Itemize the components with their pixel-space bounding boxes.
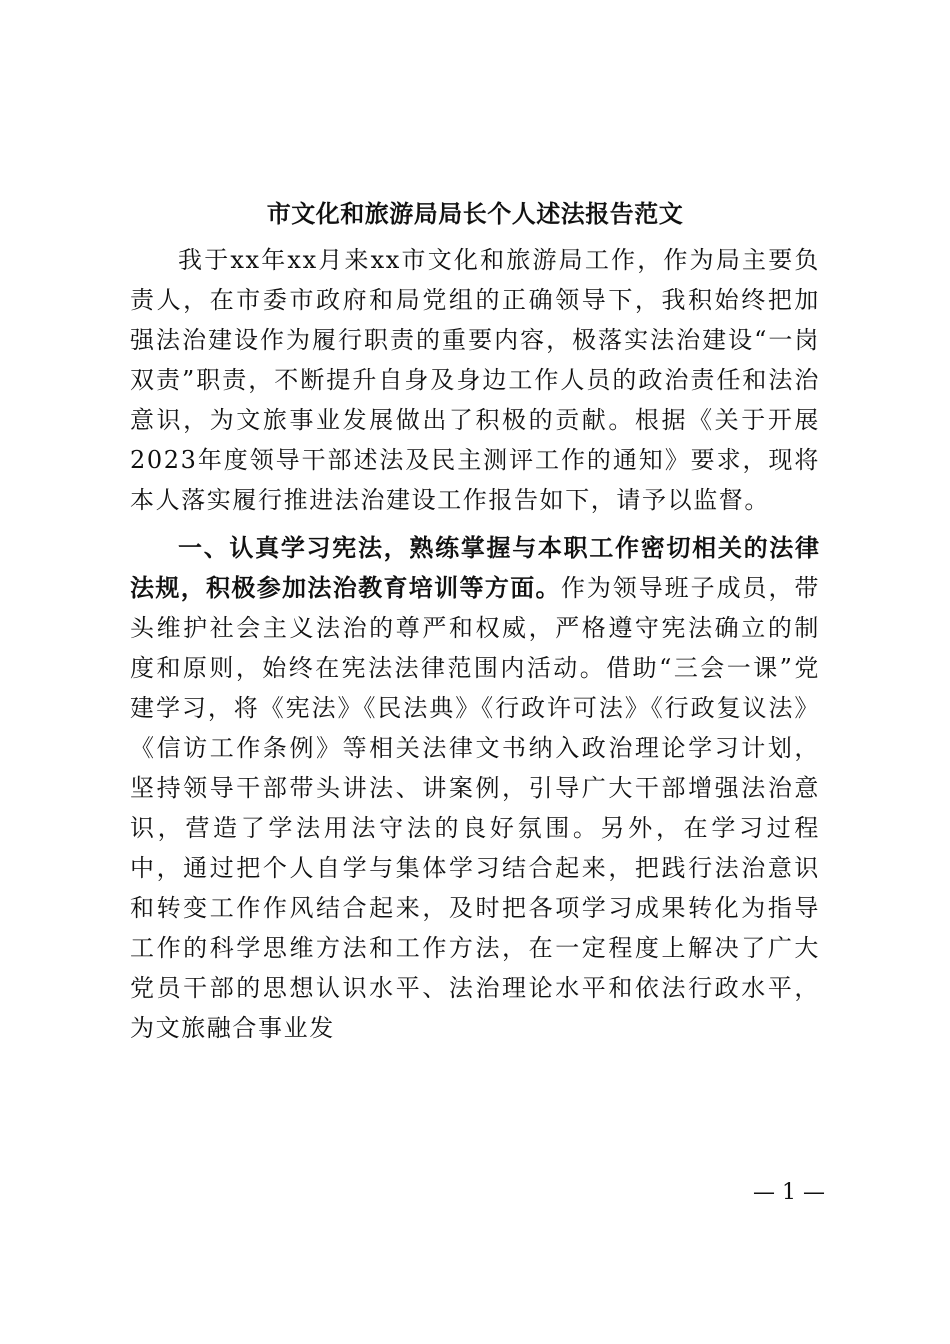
paragraph-section-one (130, 528, 820, 1048)
paragraph-intro (130, 240, 820, 520)
document-body (130, 240, 820, 1048)
page-number: — 1 — (753, 1180, 825, 1205)
paragraph-text: 作为领导班子成员，带头维护社会主义法治的尊严和权威，严格遵守宪法确立的制度和原则，始终在宪法法律范围内活动。借助“三会一课”党建学习，将《宪法》《民法典》《行政许可法》《行政复议法》《信访工作条例》等相关法律文书纳入政治理论学习计划，坚持领导干部带头讲法、讲案例，引导广大干部增强法治意识，营造了学法用法守法的良好氛围。另外，在学习过程中，通过把个人自学与集体学习结合起来，把践行法治意识和转变工作作风结合起来，及时把各项学习成果转化为指导工作的科学思维方法和工作方法，在一定程度上解决了广大党员干部的思想认识水平、法治理论水平和依法行政水平，为文旅融合事业发 (130, 574, 821, 1042)
document-title: 市文化和旅游局局长个人述法报告范文 (266, 199, 684, 228)
paragraph-text: 我于xx年xx月来xx市文化和旅游局工作，作为局主要负责人，在市委市政府和局党组的正确领导下，我积始终把加强法治建设作为履行职责的重要内容，极落实法治建设“一岗双责”职责，不断提升自身及身边工作人员的政治责任和法治意识，为文旅事业发展做出了积极的贡献。根据《关于开展2023年度领导干部述法及民主测评工作的通知》要求，现将本人落实履行推进法治建设工作报告如下，请予以监督。 (130, 246, 820, 514)
section-heading: 一、认真学习宪法，熟练掌握与本职工作密切相关的法律法规，积极参加法治教育培训等方面。 (130, 533, 820, 602)
